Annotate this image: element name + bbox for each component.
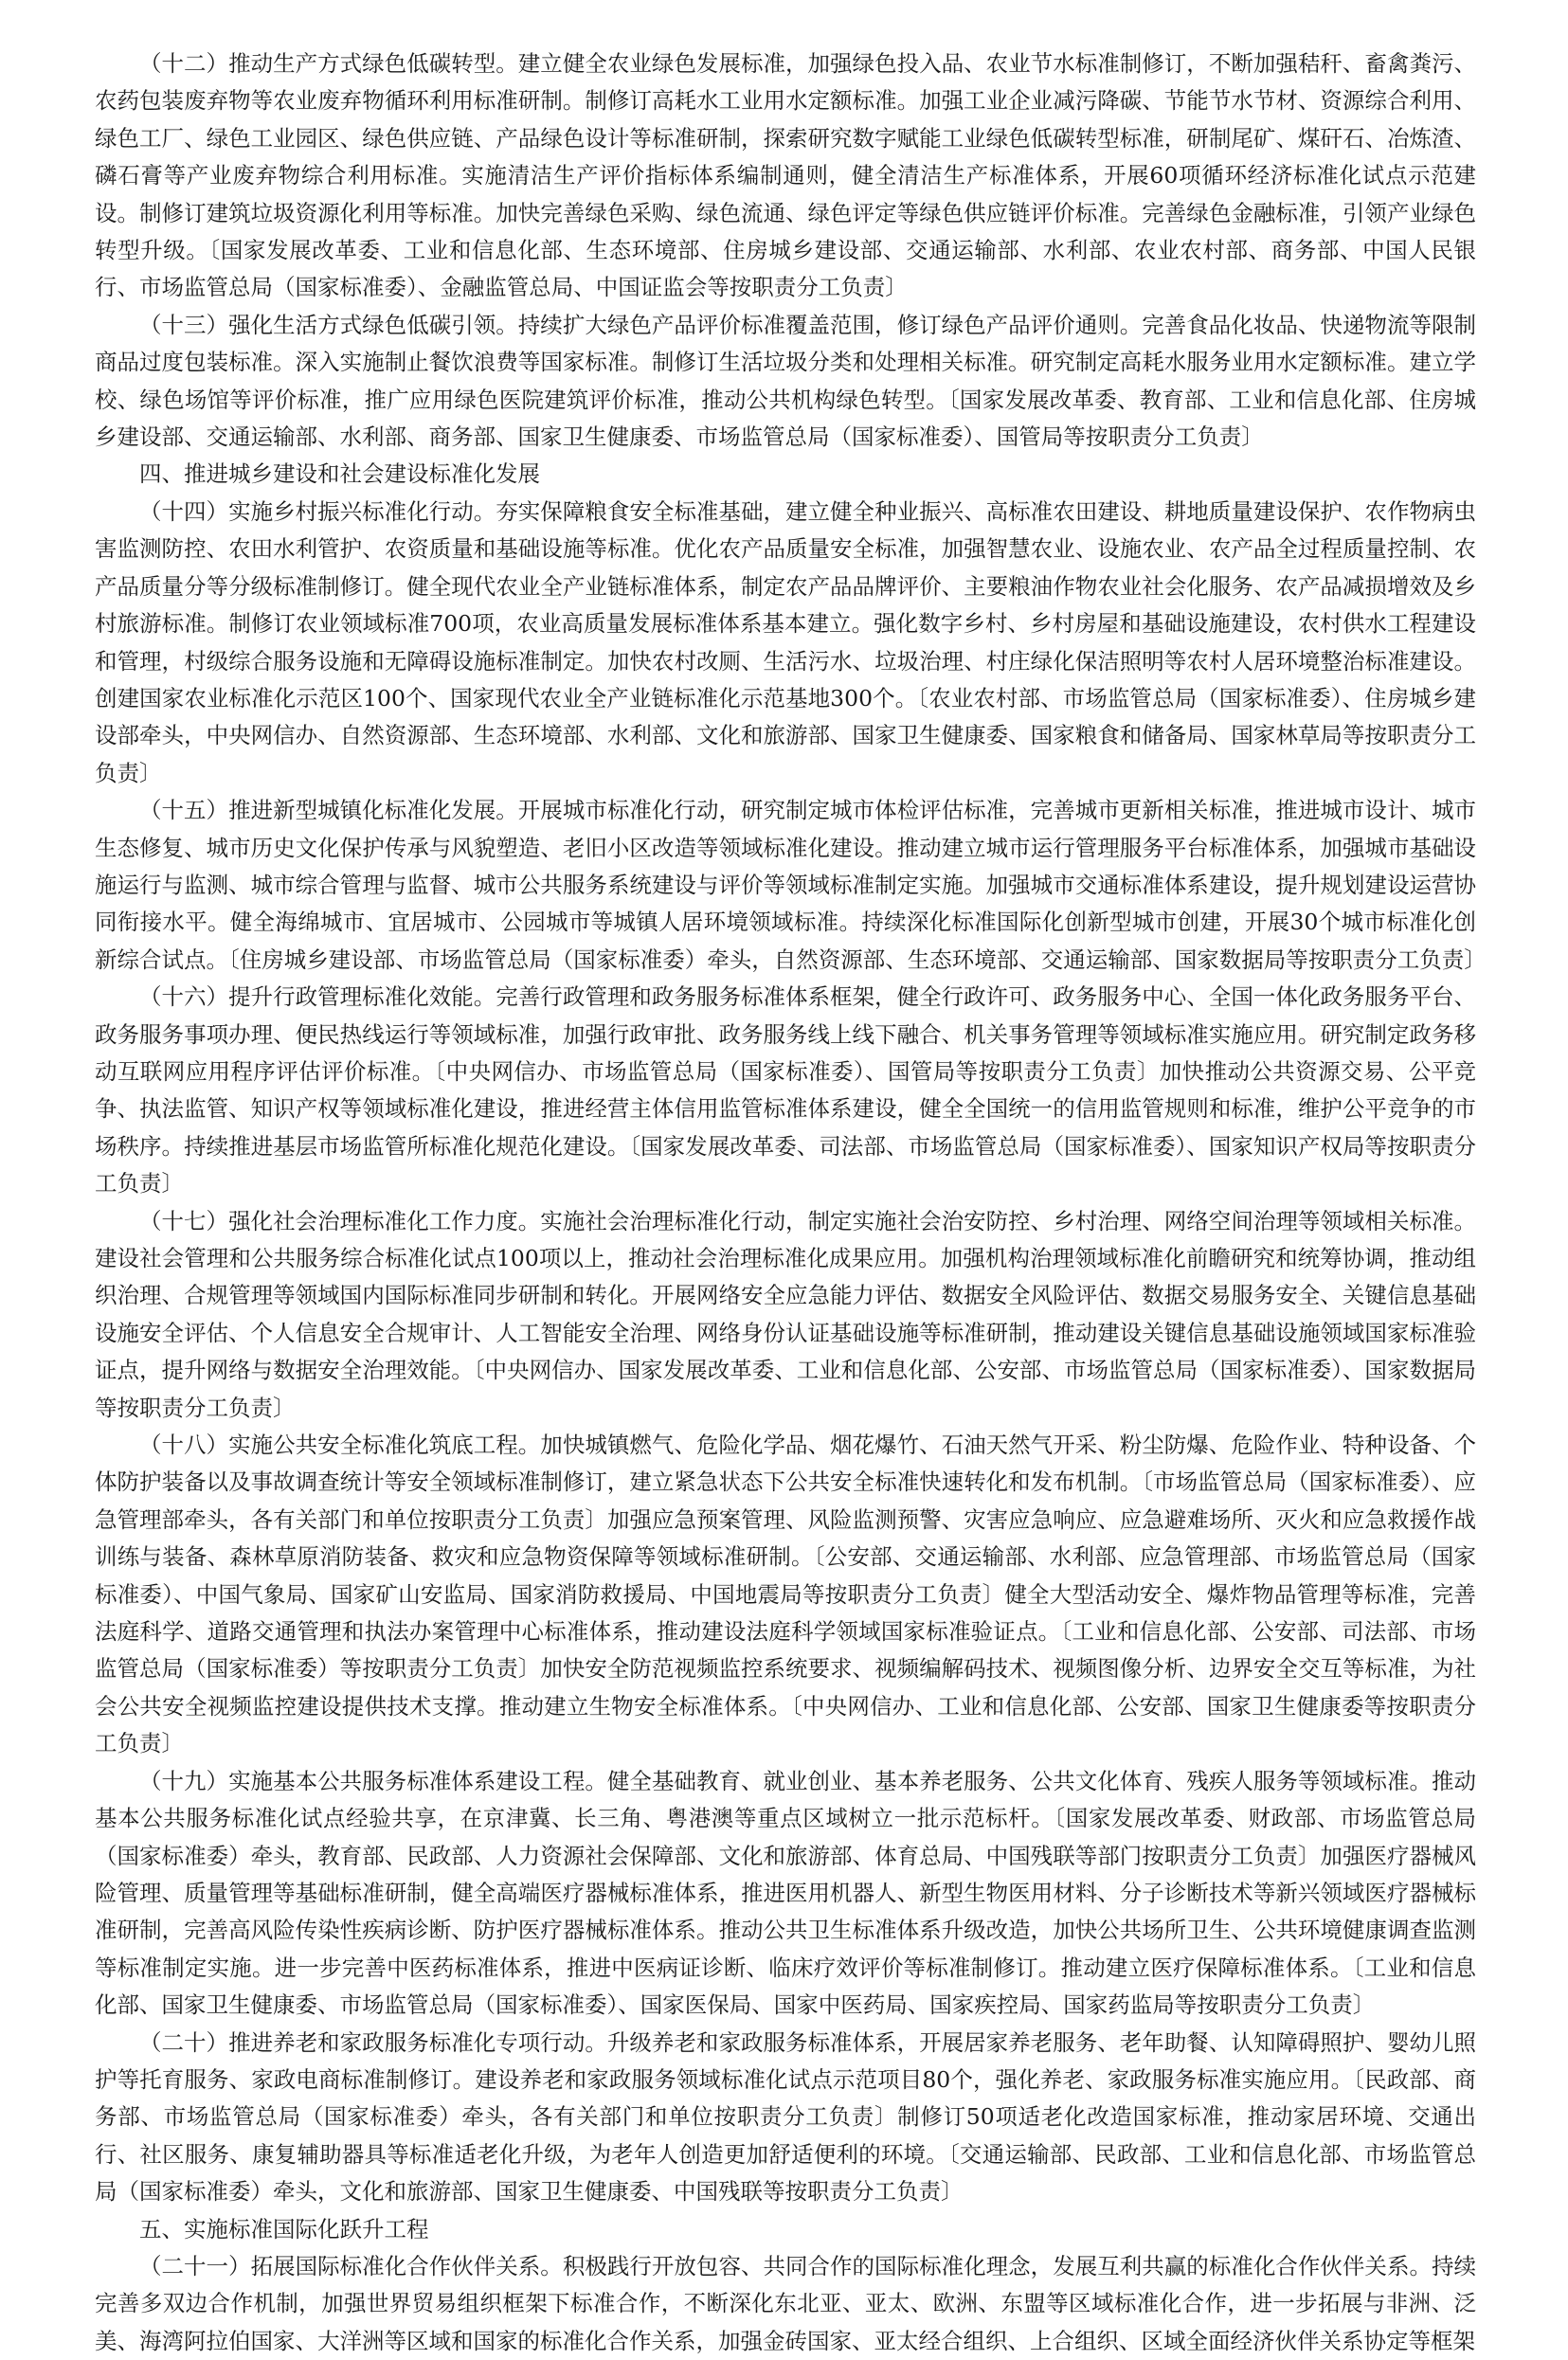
paragraph-16-administration: （十六）提升行政管理标准化效能。完善行政管理和政务服务标准体系框架，健全行政许可、政务服务中心、全国一体化政务服务平台、政务服务事项办理、便民热线运行等领域标准，加强行政审批、政务服务线上线下融合、机关事务管理等领域标准实施应用。研究制定政务移动互联网应用程序评估评价标准。〔中央网信办、市场监管总局（国家标准委）、国管局等按职责分工负责〕加快推动公共资源交易、公平竞争、执法监管、知识产权等领域标准化建设，推进经营主体信用监管标准体系建设，健全全国统一的信用监管规则和标准，维护公平竞争的市场秩序。持续推进基层市场监管所标准化规范化建设。〔国家发展改革委、司法部、市场监管总局（国家标准委）、国家知识产权局等按职责分工负责〕 (95, 983, 1476, 1198)
paragraph-17-social-governance: （十七）强化社会治理标准化工作力度。实施社会治理标准化行动，制定实施社会治安防控、乡村治理、网络空间治理等领域相关标准。建设社会管理和公共服务综合标准化试点100项以上，推动社会治理标准化成果应用。加强机构治理领域标准化前瞻研究和统筹协调，推动组织治理、合规管理等领域国内国际标准同步研制和转化。开展网络安全应急能力评估、数据安全风险评估、数据交易服务安全、关键信息基础设施安全评估、个人信息安全合规审计、人工智能安全治理、网络身份认证基础设施等标准研制，推动建设关键信息基础设施领域国家标准验证点，提升网络与数据安全治理效能。〔中央网信办、国家发展改革委、工业和信息化部、公安部、市场监管总局（国家标准委）、国家数据局等按职责分工负责〕 (95, 1207, 1476, 1421)
section-heading-5: 五、实施标准国际化跃升工程 (139, 2215, 429, 2243)
paragraph-21-international-cooperation: （二十一）拓展国际标准化合作伙伴关系。积极践行开放包容、共同合作的国际标准化理念，发展互利共赢的标准化合作伙伴关系。持续完善多双边合作机制，加强世界贸易组织框架下标准合作，不断深化东北亚、亚太、欧洲、东盟等区域标准化合作，进一步拓展与非洲、泛美、海湾阿拉伯国家、大洋洲等区域和国家的标准化合作关系，加强金砖国家、亚太经合组织、上合组织、区域全面经济伙伴关系协定等框架 (95, 2252, 1476, 2354)
paragraph-12-green-production: （十二）推动生产方式绿色低碳转型。建立健全农业绿色发展标准，加强绿色投入品、农业节水标准制修订，不断加强秸秆、畜禽粪污、农药包装废弃物等农业废弃物循环利用标准研制。制修订高耗水工业用水定额标准。加强工业企业减污降碳、节能节水节材、资源综合利用、绿色工厂、绿色工业园区、绿色供应链、产品绿色设计等标准研制，探索研究数字赋能工业绿色低碳转型标准，研制尾矿、煤矸石、冶炼渣、磷石膏等产业废弃物综合利用标准。实施清洁生产评价指标体系编制通则，健全清洁生产标准体系，开展60项循环经济标准化试点示范建设。制修订建筑垃圾资源化利用等标准。加快完善绿色采购、绿色流通、绿色评定等绿色供应链评价标准。完善绿色金融标准，引领产业绿色转型升级。〔国家发展改革委、工业和信息化部、生态环境部、住房城乡建设部、交通运输部、水利部、农业农村部、商务部、中国人民银行、市场监管总局（国家标准委）、金融监管总局、中国证监会等按职责分工负责〕 (95, 50, 1476, 301)
paragraph-13-green-lifestyle: （十三）强化生活方式绿色低碳引领。持续扩大绿色产品评价标准覆盖范围，修订绿色产品评价通则。完善食品化妆品、快递物流等限制商品过度包装标准。深入实施制止餐饮浪费等国家标准。制修订生活垃圾分类和处理相关标准。研究制定高耗水服务业用水定额标准。建立学校、绿色场馆等评价标准，推广应用绿色医院建筑评价标准，推动公共机构绿色转型。〔国家发展改革委、教育部、工业和信息化部、住房城乡建设部、交通运输部、水利部、商务部、国家卫生健康委、市场监管总局（国家标准委）、国管局等按职责分工负责〕 (95, 311, 1476, 451)
paragraph-14-rural-revitalization: （十四）实施乡村振兴标准化行动。夯实保障粮食安全标准基础，建立健全种业振兴、高标准农田建设、耕地质量建设保护、农作物病虫害监测防控、农田水利管护、农资质量和基础设施等标准。优化农产品质量安全标准，加强智慧农业、设施农业、农产品全过程质量控制、农产品质量分等分级标准制修订。健全现代农业全产业链标准体系，制定农产品品牌评价、主要粮油作物农业社会化服务、农产品减损增效及乡村旅游标准。制修订农业领域标准700项，农业高质量发展标准体系基本建立。强化数字乡村、乡村房屋和基础设施建设，农村供水工程建设和管理，村级综合服务设施和无障碍设施标准制定。加快农村改厕、生活污水、垃圾治理、村庄绿化保洁照明等农村人居环境整治标准建设。创建国家农业标准化示范区100个、国家现代农业全产业链标准化示范基地300个。〔农业农村部、市场监管总局（国家标准委）、住房城乡建设部牵头，中央网信办、自然资源部、生态环境部、水利部、文化和旅游部、国家卫生健康委、国家粮食和储备局、国家林草局等按职责分工负责〕 (95, 497, 1476, 786)
paragraph-19-public-services: （十九）实施基本公共服务标准体系建设工程。健全基础教育、就业创业、基本养老服务、公共文化体育、残疾人服务等领域标准。推动基本公共服务标准化试点经验共享，在京津冀、长三角、粤港澳等重点区域树立一批示范标杆。〔国家发展改革委、财政部、市场监管总局（国家标准委）牵头，教育部、民政部、人力资源社会保障部、文化和旅游部、体育总局、中国残联等部门按职责分工负责〕加强医疗器械风险管理、质量管理等基础标准研制，健全高端医疗器械标准体系，推进医用机器人、新型生物医用材料、分子诊断技术等新兴领域医疗器械标准研制，完善高风险传染性疾病诊断、防护医疗器械标准体系。推动公共卫生标准体系升级改造，加快公共场所卫生、公共环境健康调查监测等标准制定实施。进一步完善中医药标准体系，推进中医病证诊断、临床疗效评价等标准制修订。推动建立医疗保障标准体系。〔工业和信息化部、国家卫生健康委、市场监管总局（国家标准委）、国家医保局、国家中医药局、国家疾控局、国家药监局等按职责分工负责〕 (95, 1767, 1476, 2019)
section-heading-4: 四、推进城乡建设和社会建设标准化发展 (139, 460, 540, 488)
document-page (95, 45, 1487, 2360)
paragraph-15-urbanization: （十五）推进新型城镇化标准化发展。开展城市标准化行动，研究制定城市体检评估标准，完善城市更新相关标准，推进城市设计、城市生态修复、城市历史文化保护传承与风貌塑造、老旧小区改造等领域标准化建设。推动建立城市运行管理服务平台标准体系，加强城市基础设施运行与监测、城市综合管理与监督、城市公共服务系统建设与评价等领域标准制定实施。加强城市交通标准体系建设，提升规划建设运营协同衔接水平。健全海绵城市、宜居城市、公园城市等城镇人居环境领域标准。持续深化标准国际化创新型城市创建，开展30个城市标准化创新综合试点。〔住房城乡建设部、市场监管总局（国家标准委）牵头，自然资源部、生态环境部、交通运输部、国家数据局等按职责分工负责〕 (95, 797, 1487, 973)
paragraph-18-public-safety: （十八）实施公共安全标准化筑底工程。加快城镇燃气、危险化学品、烟花爆竹、石油天然气开采、粉尘防爆、危险作业、特种设备、个体防护装备以及事故调查统计等安全领域标准制修订，建立紧急状态下公共安全标准快速转化和发布机制。〔市场监管总局（国家标准委）、应急管理部牵头，各有关部门和单位按职责分工负责〕加强应急预案管理、风险监测预警、灾害应急响应、应急避难场所、灭火和应急救援作战训练与装备、森林草原消防装备、救灾和应急物资保障等领域标准研制。〔公安部、交通运输部、水利部、应急管理部、市场监管总局（国家标准委）、中国气象局、国家矿山安监局、国家消防救援局、中国地震局等按职责分工负责〕健全大型活动安全、爆炸物品管理等标准，完善法庭科学、道路交通管理和执法办案管理中心标准体系，推动建设法庭科学领域国家标准验证点。〔工业和信息化部、公安部、司法部、市场监管总局（国家标准委）等按职责分工负责〕加快安全防范视频监控系统要求、视频编解码技术、视频图像分析、边界安全交互等标准，为社会公共安全视频监控建设提供技术支撑。推动建立生物安全标准体系。〔中央网信办、工业和信息化部、公安部、国家卫生健康委等按职责分工负责〕 (95, 1432, 1476, 1757)
paragraph-20-elderly-care: （二十）推进养老和家政服务标准化专项行动。升级养老和家政服务标准体系，开展居家养老服务、老年助餐、认知障碍照护、婴幼儿照护等托育服务、家政电商标准制修订。建设养老和家政服务领域标准化试点示范项目80个，强化养老、家政服务标准实施应用。〔民政部、商务部、市场监管总局（国家标准委）牵头，各有关部门和单位按职责分工负责〕制修订50项适老化改造国家标准，推动家居环境、交通出行、社区服务、康复辅助器具等标准适老化升级，为老年人创造更加舒适便利的环境。〔交通运输部、民政部、工业和信息化部、市场监管总局（国家标准委）牵头，文化和旅游部、国家卫生健康委、中国残联等按职责分工负责〕 (95, 2028, 1476, 2206)
